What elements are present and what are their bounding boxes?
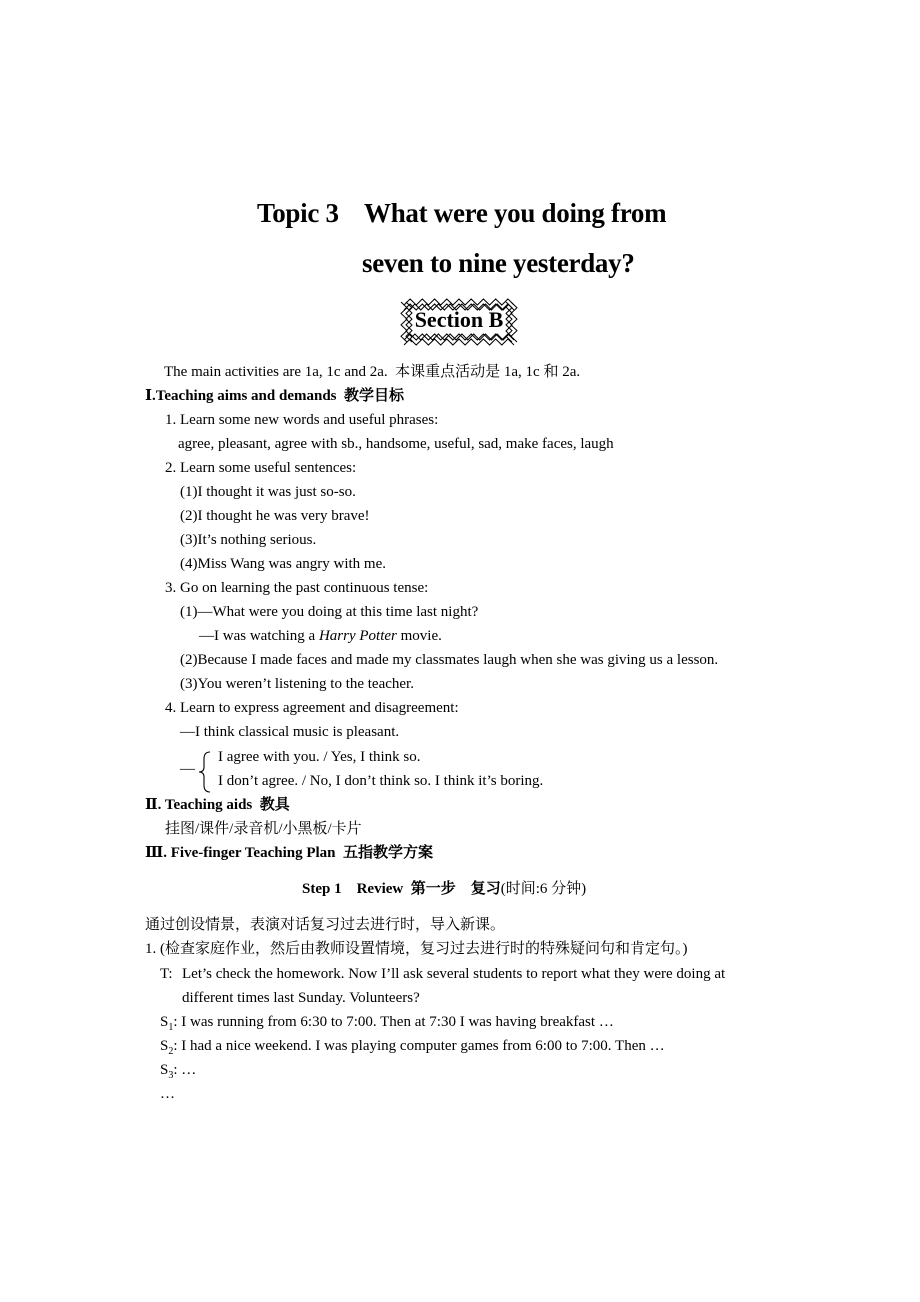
student-3-subscript: 3 xyxy=(168,1070,174,1081)
step1-description: 通过创设情景，表演对话复习过去进行时，导入新课。 xyxy=(145,917,506,933)
heading-teaching-plan: Ⅲ. Five-finger Teaching Plan 五指教学方案 xyxy=(145,845,433,861)
teacher-line-1: Let’s check the homework. Now I’ll ask several students to report what they were doing at xyxy=(182,966,726,982)
student-2-text: : I had a nice weekend. I was playing computer games from 6:00 to 7:00. Then … xyxy=(173,1038,665,1054)
title-line-2: seven to nine yesterday? xyxy=(362,248,635,278)
agree-response: I agree with you. / Yes, I think so. xyxy=(218,749,421,765)
aim-words: agree, pleasant, agree with sb., handsome, useful, sad, make faces, laugh xyxy=(178,436,614,452)
section-label: Section B xyxy=(414,307,504,332)
tense-example-2: (2)Because I made faces and made my classmates laugh when she was giving us a lesson. xyxy=(180,652,719,668)
agreement-question: —I think classical music is pleasant. xyxy=(180,724,400,740)
teacher-label: T: xyxy=(160,966,173,982)
aim-item-3: 3. Go on learning the past continuous tense: xyxy=(165,580,429,596)
sentence-2: (2)I thought he was very brave! xyxy=(180,508,370,524)
student-2-subscript: 2 xyxy=(168,1046,174,1057)
intro-line: The main activities are 1a, 1c and 2a. 本课重点活动是 1a, 1c 和 2a. xyxy=(164,364,581,380)
step1-item-1: 1. (检查家庭作业，然后由教师设置情境，复习过去进行时的特殊疑问句和肯定句。) xyxy=(145,941,688,957)
movie-title: Harry Potter xyxy=(318,628,397,644)
aim-item-4: 4. Learn to express agreement and disagreement: xyxy=(165,700,459,716)
sentence-3: (3)It’s nothing serious. xyxy=(180,532,317,548)
response-dash: — xyxy=(180,761,195,777)
student-3-label: S xyxy=(160,1062,169,1078)
teacher-line-2: different times last Sunday. Volunteers? xyxy=(182,990,420,1006)
heading-teaching-aids: Ⅱ. Teaching aids 教具 xyxy=(145,797,290,813)
student-1-text: : I was running from 6:30 to 7:00. Then at 7:30 I was having breakfast … xyxy=(173,1014,614,1030)
tense-example-1-answer xyxy=(199,627,442,645)
continuation-ellipsis: … xyxy=(160,1086,175,1102)
teaching-aids-list: 挂图/课件/录音机/小黑板/卡片 xyxy=(165,821,362,837)
step1-heading xyxy=(302,880,586,898)
disagree-response: I don’t agree. / No, I don’t think so. I think it’s boring. xyxy=(218,773,544,789)
answer-prefix: —I was watching a xyxy=(199,628,319,644)
student-2-label: S xyxy=(160,1038,169,1054)
student-3-line xyxy=(160,1061,196,1085)
student-1-label: S xyxy=(160,1014,169,1030)
aim-item-2: 2. Learn some useful sentences: xyxy=(165,460,357,476)
student-1-subscript: 1 xyxy=(168,1022,174,1033)
answer-suffix: movie. xyxy=(396,628,442,644)
curly-brace-icon xyxy=(198,751,214,793)
section-badge xyxy=(400,298,518,346)
student-2-line xyxy=(160,1037,665,1061)
tense-example-3: (3)You weren’t listening to the teacher. xyxy=(180,676,414,692)
tense-example-1: (1)—What were you doing at this time last night? xyxy=(180,604,479,620)
step1-title: Step 1 Review 第一步 复习 xyxy=(302,881,501,897)
heading-teaching-aims: Ⅰ.Teaching aims and demands 教学目标 xyxy=(145,388,405,404)
student-3-text: : … xyxy=(173,1062,197,1078)
sentence-4: (4)Miss Wang was angry with me. xyxy=(180,556,386,572)
title-line-1: Topic 3 What were you doing from xyxy=(257,198,667,228)
aim-item-1: 1. Learn some new words and useful phrases: xyxy=(165,412,439,428)
sentence-1: (1)I thought it was just so-so. xyxy=(180,484,356,500)
step1-time: (时间:6 分钟) xyxy=(500,881,587,897)
student-1-line xyxy=(160,1013,614,1037)
